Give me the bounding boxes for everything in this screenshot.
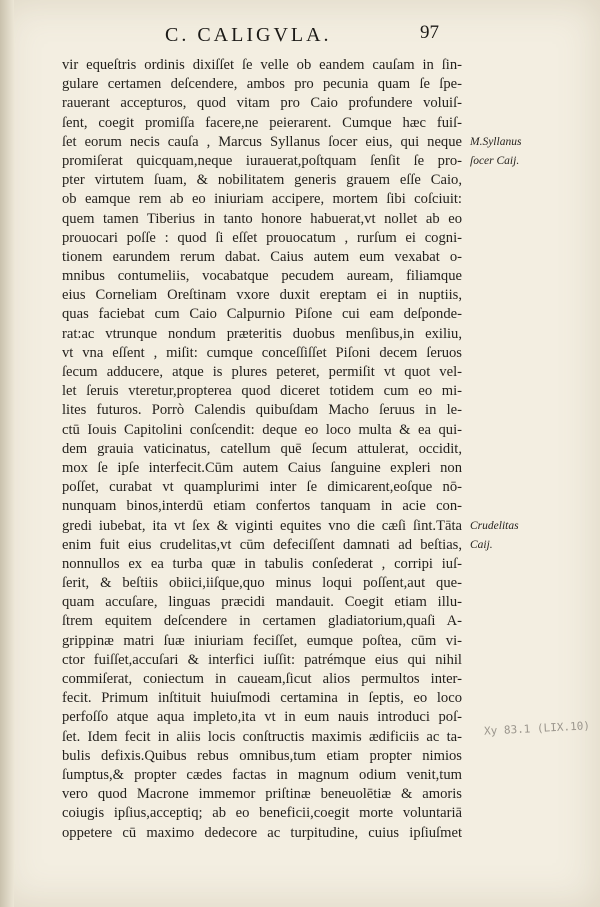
- text-line: ſumptus,& propter cædes factas in magnum odium venit,tum: [62, 766, 462, 783]
- text-line: lites futuros. Porrò Calendis quibuſdam Macho ſeruus in le-: [62, 402, 462, 419]
- text-line: ob eamque rem ab eo iniuriam accipere, mortem ſibi coſciuit:: [62, 191, 462, 208]
- running-title: C. CALIGVLA.: [165, 24, 332, 46]
- text-line: oppetere cū maximo dedecore ac turpitudine, cuius ipſiuſmet: [62, 824, 462, 841]
- binding-edge: [0, 0, 14, 907]
- text-line: pter virtutem ſuam, & nobilitatem generis grauem eſſe Caio,: [62, 172, 462, 189]
- text-line: nonnullos ex ea turba quæ in tabulis conſederat , corripi iuſ-: [62, 555, 462, 572]
- text-line: gulare certamen deſcendere, ambos pro pecunia quam ſe ſpe-: [62, 76, 462, 93]
- body-text: [62, 56, 462, 843]
- text-line: quam accuſare, linguas præcidi mandauit. Coegit etiam illu-: [62, 594, 462, 611]
- page-header: [0, 22, 600, 52]
- text-line: gredi iubebat, ita vt ſex & viginti equites vno die cæſi ſint.Tāta: [62, 517, 462, 534]
- text-line: ſecum adducere, atque is plures peteret, permiſit vt quot vel-: [62, 364, 462, 380]
- text-line: quem tamen Tiberius in tanto honore habuerat,vt nollet ab eo: [62, 210, 462, 227]
- text-line: bulis defixis.Quibus rebus omnibus,tum etiam propter nimios: [62, 747, 462, 764]
- text-line: ſent, coegit promiſſa facere,ne peierarent. Cumque hæc fuiſ-: [62, 114, 462, 131]
- text-line: promiſerat quicquam,neque iurauerat,poſtquam ſenſit ſe pro-: [62, 152, 462, 169]
- text-line: vero quod Macrone immemor priſtinæ beneuolētiæ & amoris: [62, 786, 462, 803]
- text-line: quas faciebat cum Caio Calpurnio Piſone cui eam deſponde-: [62, 306, 462, 323]
- margin-note: Crudelitas: [470, 519, 519, 532]
- margin-note: ſocer Caij.: [470, 155, 520, 167]
- text-line: mox ſe ipſe interfecit.Cūm autem Caius ſanguine expleri non: [62, 459, 462, 476]
- page-number: 97: [420, 22, 439, 43]
- text-line: mnibus contumeliis, vocabatque pecudem auream, filiamque: [62, 268, 462, 285]
- pencil-annotation: Xy 83.1 (LIX.10): [483, 719, 591, 738]
- text-line: tionem earundem rerum dabat. Caius autem eum vexabat o-: [62, 248, 462, 265]
- text-line: commiſerat, coniectum in caueam,ſicut alios permultos inter-: [62, 671, 462, 687]
- text-line: fecit. Primum inſtituit huiuſmodi certamina in ſeptis, eo loco: [62, 690, 462, 707]
- text-line: perfoſſo atque aqua impleto,ita vt in eum nauis introduci poſ-: [62, 709, 462, 726]
- text-line: ſtrem equitem deſcendere in certamen gladiatorium,quaſi A-: [62, 613, 462, 630]
- text-line: ctū Iouis Capitolini conſcendit: deque eo loco multa & ea qui-: [62, 421, 462, 438]
- text-line: ſerit, & beſtiis obiici,iiſque,quo minus loqui poſſent,aut que-: [62, 575, 462, 592]
- text-line: enim fuit eius crudelitas,vt cūm defeciſſent damnati ad beſtias,: [62, 536, 462, 553]
- text-line: vir equeſtris ordinis dixiſſet ſe velle ob eandem cauſam in ſin-: [62, 57, 462, 73]
- text-line: eius Corneliam Oreſtinam vxore duxit ereptam ei in nuptiis,: [62, 287, 462, 304]
- text-line: ſet. Idem fecit in aliis locis conſtructis maximis ædificiis ac ta-: [62, 728, 462, 745]
- text-line: rauerant accepturos, quod vitam pro Caio profundere voluiſ-: [62, 95, 462, 112]
- margin-note: M.Syllanus: [470, 135, 522, 148]
- text-line: grippinæ matri ſuæ iniuriam feciſſet, eumque poſtea, cūm vi-: [62, 632, 462, 649]
- text-line: poſſet, curabat vt quamplurimi inter ſe dimicarent,eoſque nō-: [62, 479, 462, 496]
- text-line: ſet eorum necis cauſa , Marcus Syllanus ſocer eius, qui neque: [62, 133, 462, 150]
- text-line: let ſeruis vteretur,propterea quod diceret totidem cum eo mi-: [62, 383, 462, 400]
- text-line: coiugis ipſius,acceptiq; ab eo beneficii,coegit morte voluntariā: [62, 805, 462, 822]
- text-line: ctor fuiſſet,accuſari & interfici iuſſit: patrémque eius qui nihil: [62, 651, 462, 668]
- text-line: dem grauia vaticinatus, catellum quē ſecum attulerat, occidit,: [62, 440, 462, 457]
- text-line: nunquam binos,interdū etiam confertos tanquam in acie con-: [62, 498, 462, 515]
- text-line: vt vna eſſent , miſit: cumque conceſſiſſet Piſoni decem ſeruos: [62, 344, 462, 361]
- margin-note: Caij.: [470, 539, 493, 551]
- text-line: rat:ac vtrunque nondum præteritis duobus menſibus,in exiliu,: [62, 325, 462, 342]
- text-line: prouocari poſſe : quod ſi eſſet prouocatum , rurſum ei cogni-: [62, 229, 462, 246]
